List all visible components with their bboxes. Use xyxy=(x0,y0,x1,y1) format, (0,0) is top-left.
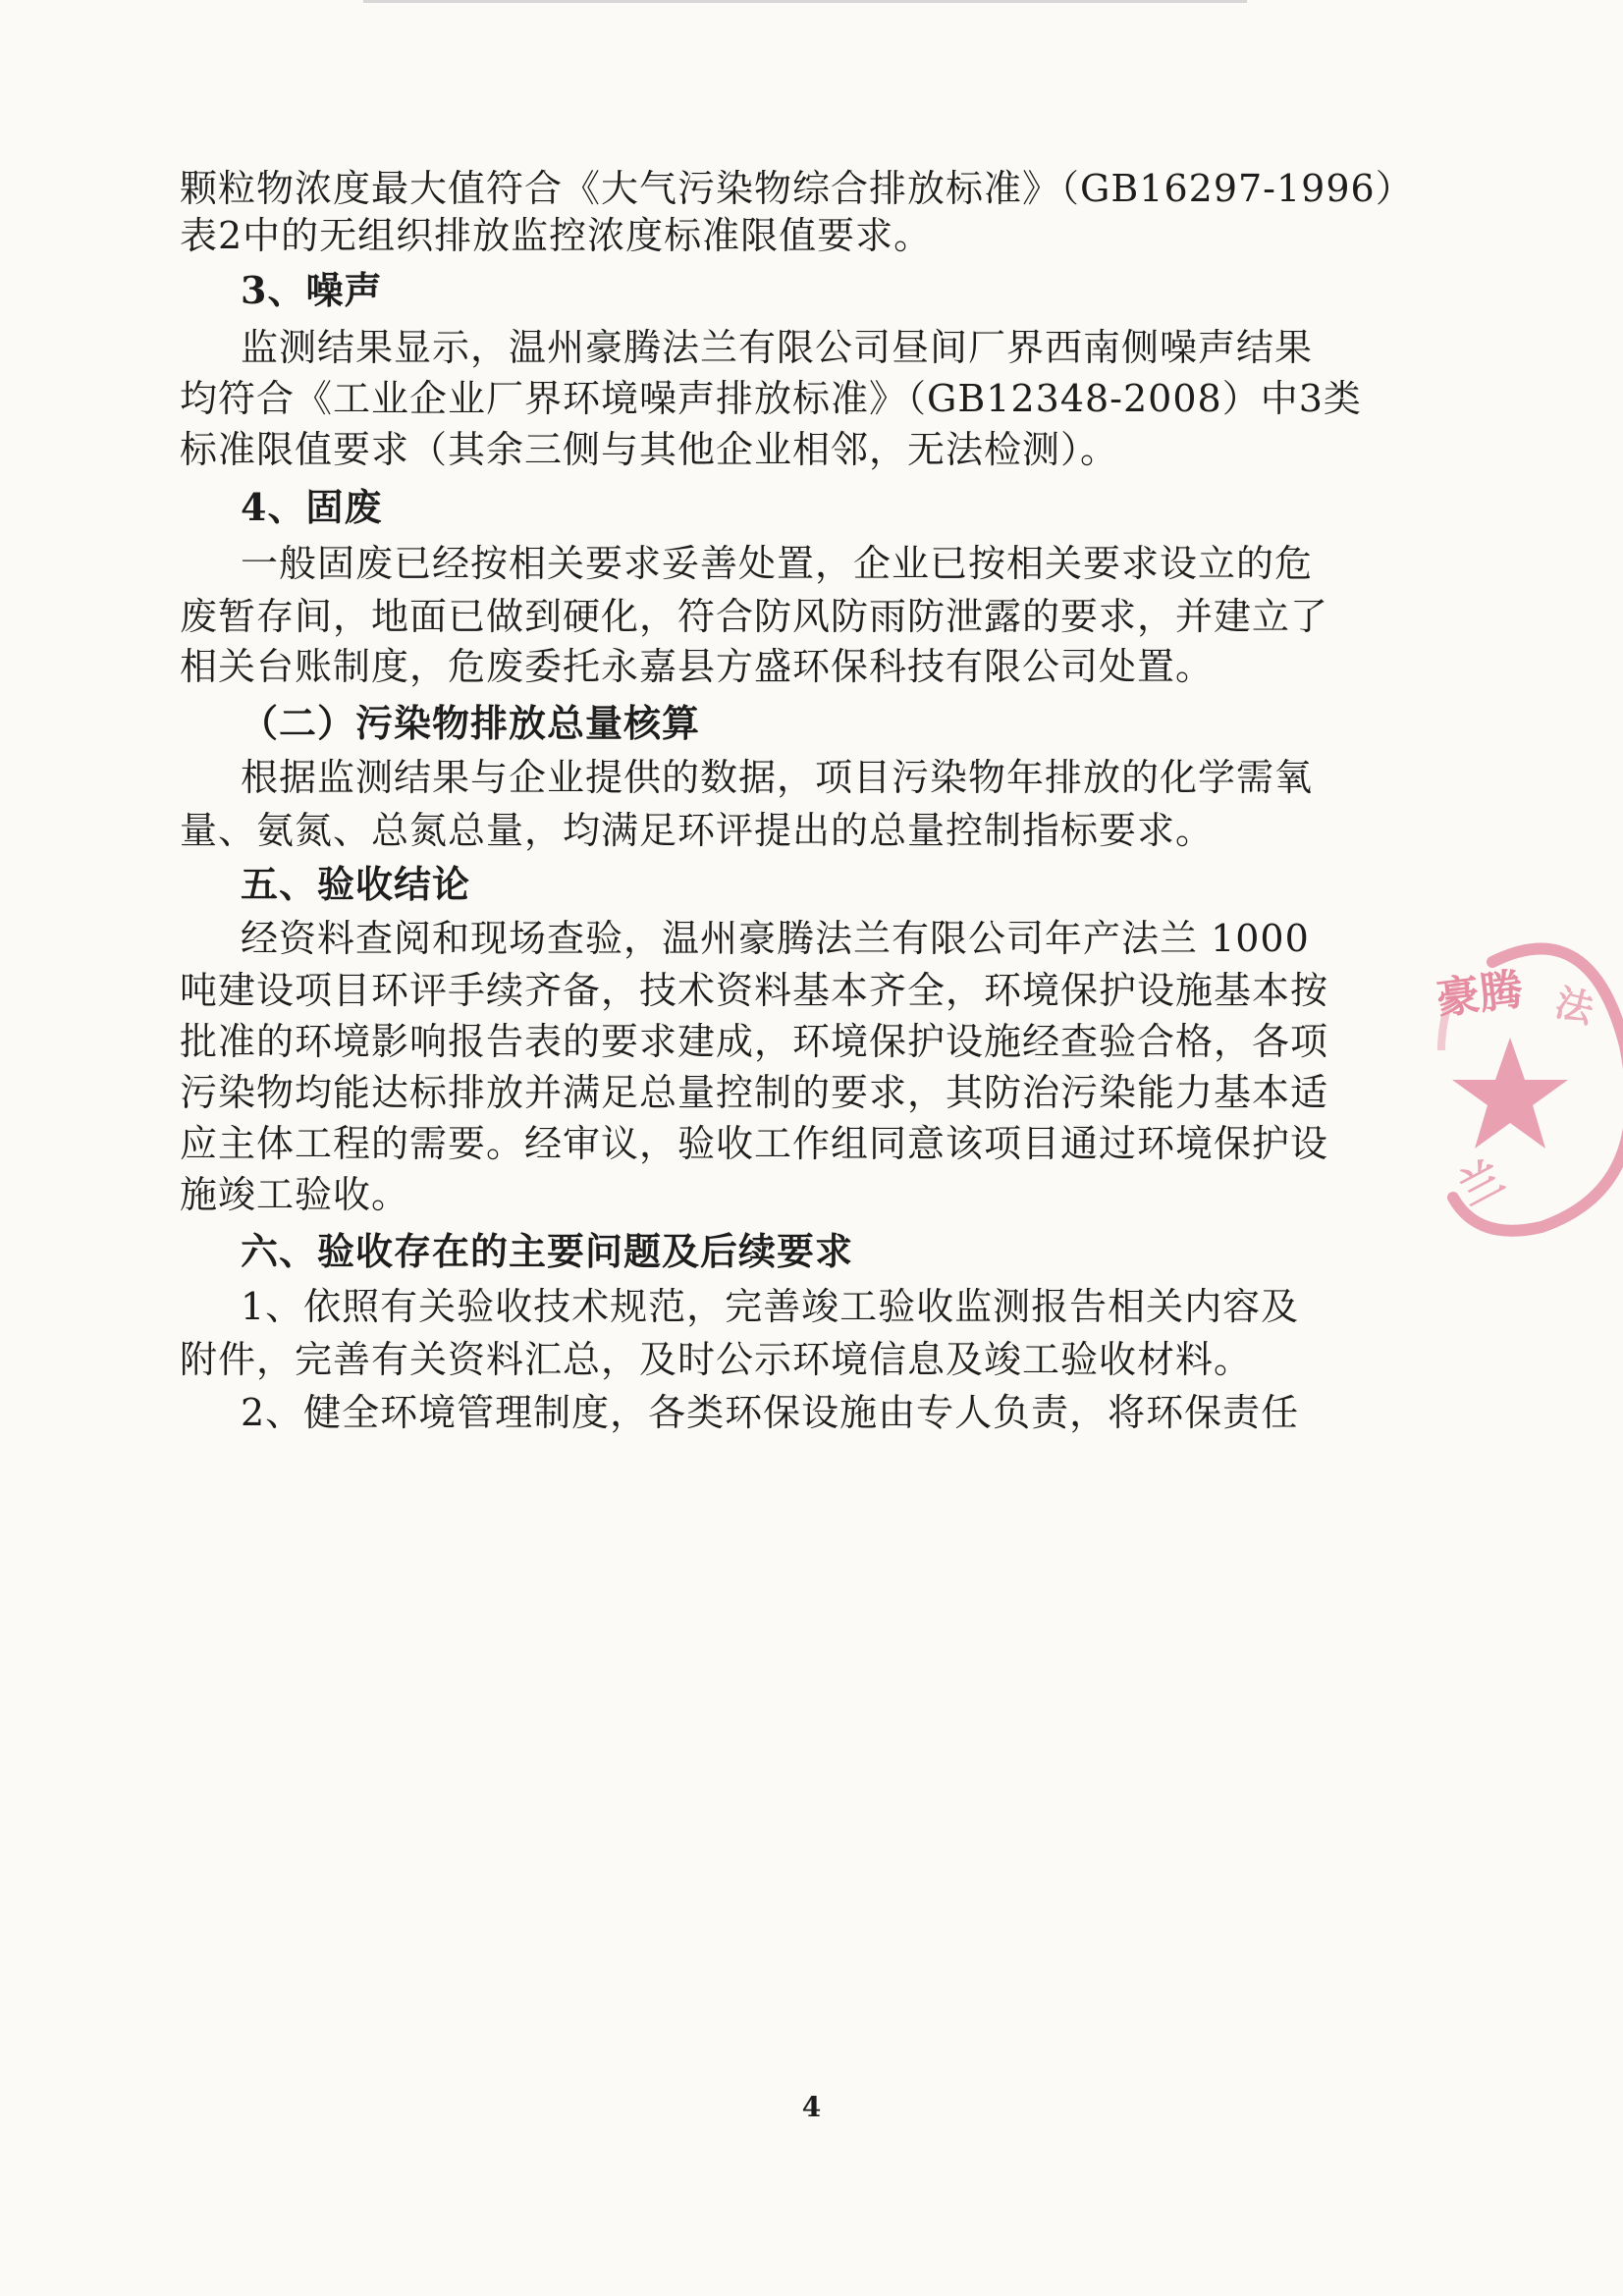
paragraph-line: 1、依照有关验收技术规范，完善竣工验收监测报告相关内容及 xyxy=(241,1285,1300,1328)
paragraph-line: 附件，完善有关资料汇总，及时公示环境信息及竣工验收材料。 xyxy=(180,1338,1253,1381)
section-heading-issues-and-requirements: 六、验收存在的主要问题及后续要求 xyxy=(241,1229,854,1273)
paragraph-line: 均符合《工业企业厂界环境噪声排放标准》（GB12348-2008）中3类 xyxy=(180,377,1362,420)
paragraph-line: 污染物均能达标排放并满足总量控制的要求，其防治污染能力基本适 xyxy=(180,1071,1329,1114)
paragraph-line: 根据监测结果与企业提供的数据，项目污染物年排放的化学需氧 xyxy=(241,756,1314,799)
paragraph-line: 量、氨氮、总氮总量，均满足环评提出的总量控制指标要求。 xyxy=(180,809,1215,852)
seal-lettering: 豪腾 xyxy=(1434,964,1526,1025)
paragraph-line: 标准限值要求（其余三侧与其他企业相邻，无法检测）。 xyxy=(180,428,1119,471)
section-heading-total-emissions: （二）污染物排放总量核算 xyxy=(241,701,701,745)
paragraph-line: 2、健全环境管理制度，各类环保设施由专人负责，将环保责任 xyxy=(241,1391,1300,1434)
paragraph-line: 吨建设项目环评手续齐备，技术资料基本齐全，环境保护设施基本按 xyxy=(180,969,1329,1012)
paragraph-line: 经资料查阅和现场查验，温州豪腾法兰有限公司年产法兰 1000 xyxy=(241,917,1310,960)
seal-star xyxy=(1452,1038,1568,1148)
paragraph-line: 施竣工验收。 xyxy=(180,1173,410,1216)
company-seal-stamp xyxy=(1424,918,1623,1271)
section-heading-acceptance-conclusion: 五、验收结论 xyxy=(241,862,471,906)
scan-edge-mark xyxy=(363,0,1247,3)
page-number: 4 xyxy=(801,2091,822,2123)
paragraph-line: 废暂存间，地面已做到硬化，符合防风防雨防泄露的要求，并建立了 xyxy=(180,595,1329,638)
section-heading-noise: 3、噪声 xyxy=(241,268,383,312)
paragraph-line: 一般固废已经按相关要求妥善处置，企业已按相关要求设立的危 xyxy=(241,542,1314,585)
paragraph-line: 应主体工程的需要。经审议，验收工作组同意该项目通过环境保护设 xyxy=(180,1122,1329,1165)
seal-lettering: 兰 xyxy=(1450,1151,1513,1216)
paragraph-line: 监测结果显示，温州豪腾法兰有限公司昼间厂界西南侧噪声结果 xyxy=(241,326,1314,369)
section-heading-solid-waste: 4、固废 xyxy=(241,485,383,529)
paragraph-line: 相关台账制度，危废委托永嘉县方盛环保科技有限公司处置。 xyxy=(180,645,1215,688)
paragraph-line: 批准的环境影响报告表的要求建成，环境保护设施经查验合格，各项 xyxy=(180,1020,1329,1063)
seal-lettering: 法 xyxy=(1550,980,1598,1032)
paragraph-line: 表2中的无组织排放监控浓度标准限值要求。 xyxy=(180,214,933,257)
paragraph-line: 颗粒物浓度最大值符合《大气污染物综合排放标准》（GB16297-1996） xyxy=(180,167,1414,210)
